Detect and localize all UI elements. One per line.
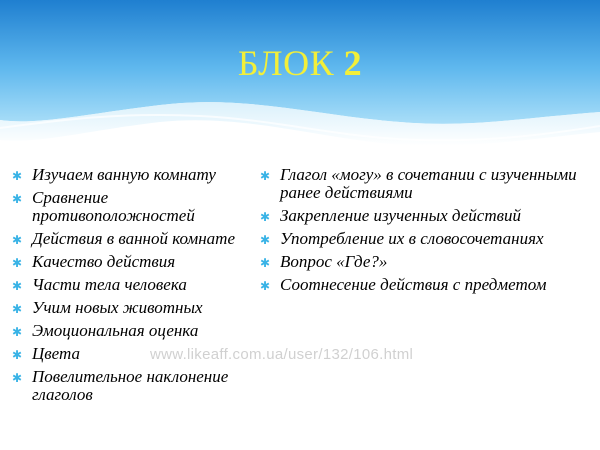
asterisk-bullet-icon: ✱ (260, 256, 271, 270)
list-item (12, 299, 257, 317)
asterisk-bullet-icon: ✱ (12, 348, 23, 362)
asterisk-bullet-icon: ✱ (12, 279, 23, 293)
title-number: 2 (343, 43, 363, 83)
asterisk-bullet-icon: ✱ (12, 371, 23, 385)
left-topic-list (12, 166, 257, 409)
list-item-text: Сравнение противоположностей (32, 188, 195, 225)
list-item (12, 230, 257, 248)
list-item-text: Цвета (32, 344, 80, 363)
list-item-text: Эмоциональная оценка (32, 321, 199, 340)
list-item (12, 189, 257, 225)
list-item (260, 276, 590, 294)
asterisk-bullet-icon: ✱ (12, 256, 23, 270)
list-item-text: Действия в ванной комнате (32, 229, 235, 248)
asterisk-bullet-icon: ✱ (260, 210, 271, 224)
list-item (12, 322, 257, 340)
asterisk-bullet-icon: ✱ (260, 233, 271, 247)
title-word: БЛОК (237, 43, 335, 83)
slide-title (0, 42, 600, 84)
list-item-text: Учим новых животных (32, 298, 203, 317)
asterisk-bullet-icon: ✱ (260, 169, 271, 183)
asterisk-bullet-icon: ✱ (260, 279, 271, 293)
list-item-text: Изучаем ванную комнату (32, 165, 216, 184)
asterisk-bullet-icon: ✱ (12, 325, 23, 339)
list-item (12, 166, 257, 184)
asterisk-bullet-icon: ✱ (12, 233, 23, 247)
list-item (260, 207, 590, 225)
list-item-text: Повелительное наклонение глаголов (32, 367, 229, 404)
list-item (12, 253, 257, 271)
list-item-text: Качество действия (32, 252, 176, 271)
asterisk-bullet-icon: ✱ (12, 192, 23, 206)
watermark: www.likeaff.com.ua/user/132/106.html (150, 346, 414, 363)
list-item-text: Части тела человека (32, 275, 187, 294)
list-item (12, 368, 257, 404)
header-background (0, 0, 600, 170)
list-item (260, 253, 590, 271)
list-item-text: Вопрос «Где?» (280, 252, 388, 271)
asterisk-bullet-icon: ✱ (12, 169, 23, 183)
asterisk-bullet-icon: ✱ (12, 302, 23, 316)
list-item (260, 230, 590, 248)
list-item-text: Употребление их в словосочетаниях (280, 229, 544, 248)
list-item (12, 276, 257, 294)
list-item-text: Глагол «могу» в сочетании с изученными ранее действиями (280, 165, 577, 202)
list-item (260, 166, 590, 202)
right-topic-list (260, 166, 590, 299)
list-item-text: Закрепление изученных действий (280, 206, 521, 225)
list-item-text: Соотнесение действия с предметом (280, 275, 547, 294)
